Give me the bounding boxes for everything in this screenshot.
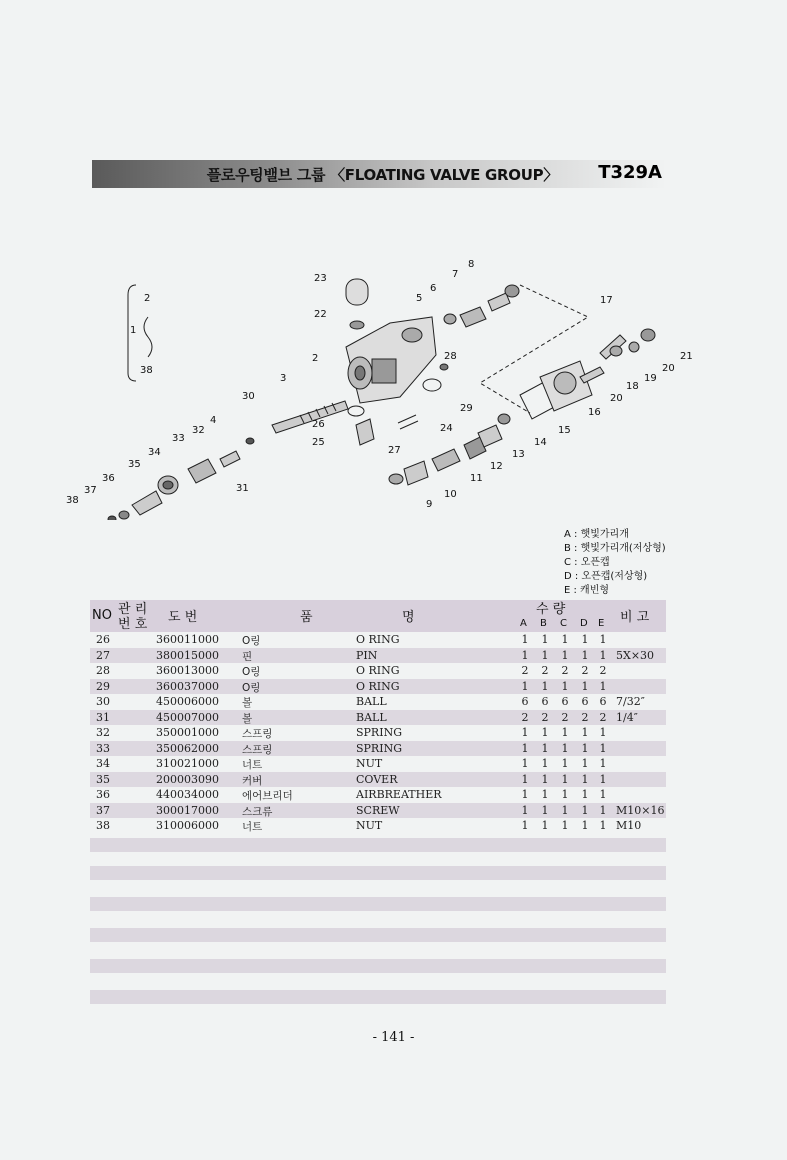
header-no: NO xyxy=(92,608,112,623)
qty-e: 1 xyxy=(599,803,607,817)
callout-27: 27 xyxy=(388,445,401,456)
qty-a: 1 xyxy=(521,741,529,755)
legend-item: A : 햇빛가리개 xyxy=(564,529,629,540)
qty-a: 1 xyxy=(521,633,529,646)
table-row xyxy=(90,679,666,695)
parts-table-body xyxy=(90,632,666,834)
callout-32: 32 xyxy=(192,425,205,436)
header-remark: 비 고 xyxy=(620,610,650,625)
callout-38: 38 xyxy=(66,495,79,506)
callout-9: 9 xyxy=(426,499,433,510)
part-no: 27 xyxy=(96,648,110,662)
qty-a: 2 xyxy=(521,710,529,724)
qty-c: 1 xyxy=(561,679,569,693)
qty-b: 1 xyxy=(541,633,549,646)
legend-item: B : 햇빛가리개(저상형) xyxy=(564,543,666,554)
part-name-en: SPRING xyxy=(356,741,402,755)
part-no: 31 xyxy=(96,710,110,724)
qty-c: 1 xyxy=(561,633,569,646)
header-qty-b: B xyxy=(540,618,547,629)
drawing-number: 380015000 xyxy=(156,648,219,662)
qty-b: 2 xyxy=(541,664,549,677)
callout-36: 36 xyxy=(102,473,115,484)
table-row xyxy=(90,803,666,819)
callout-28: 28 xyxy=(444,351,457,362)
qty-d: 1 xyxy=(581,772,589,786)
qty-b: 1 xyxy=(541,648,549,662)
qty-d: 1 xyxy=(581,741,589,755)
part-name-kr: 커버 xyxy=(242,774,263,787)
qty-d: 2 xyxy=(581,710,589,724)
empty-row xyxy=(90,866,666,880)
callout-35: 35 xyxy=(128,459,141,470)
table-row xyxy=(90,772,666,788)
part-no: 36 xyxy=(96,788,110,801)
qty-e: 1 xyxy=(599,788,607,801)
callout-19: 19 xyxy=(644,373,657,384)
table-row xyxy=(90,741,666,757)
section-title: 플로우팅밸브 그룹 〈FLOATING VALVE GROUP〉 xyxy=(206,166,558,184)
callout-16: 16 xyxy=(588,407,601,418)
callout-20b: 20 xyxy=(662,363,675,374)
part-no: 32 xyxy=(96,726,110,739)
qty-e: 2 xyxy=(599,710,607,724)
exploded-parts-diagram xyxy=(60,255,700,520)
qty-d: 1 xyxy=(581,819,589,832)
qty-e: 6 xyxy=(599,695,607,708)
remark: M10×16 xyxy=(616,803,665,817)
part-no: 38 xyxy=(96,819,110,832)
callout-22: 22 xyxy=(314,309,327,320)
header-drawing-no: 도 번 xyxy=(168,610,198,625)
callout-25: 25 xyxy=(312,437,325,448)
part-name-kr: O링 xyxy=(242,635,261,647)
drawing-number: 360037000 xyxy=(156,679,219,693)
callout-24: 24 xyxy=(440,423,453,434)
part-name-kr: 너트 xyxy=(242,821,263,833)
qty-c: 1 xyxy=(561,648,569,662)
part-no: 33 xyxy=(96,741,110,755)
part-name-kr: 볼 xyxy=(242,697,253,709)
group-code: T329A xyxy=(598,162,662,183)
table-row xyxy=(90,648,666,664)
qty-e: 1 xyxy=(599,757,607,770)
qty-d: 2 xyxy=(581,664,589,677)
table-row xyxy=(90,663,666,679)
callout-30: 30 xyxy=(242,391,255,402)
qty-d: 1 xyxy=(581,679,589,693)
callout-26: 26 xyxy=(312,419,325,430)
callout-4: 4 xyxy=(210,415,217,426)
qty-a: 1 xyxy=(521,819,529,832)
part-name-kr: 스크류 xyxy=(242,805,273,818)
part-name-en: PIN xyxy=(356,648,378,662)
legend-item: E : 캐빈형 xyxy=(564,585,610,596)
callout-37: 37 xyxy=(84,485,97,496)
qty-b: 1 xyxy=(541,741,549,755)
header-qty-a: A xyxy=(520,618,527,629)
callout-bracket-bottom: 38 xyxy=(140,365,153,376)
qty-c: 1 xyxy=(561,726,569,739)
callout-31: 31 xyxy=(236,483,249,494)
table-header xyxy=(90,600,666,632)
part-name-en: BALL xyxy=(356,695,387,708)
legend-item: C : 오픈캡 xyxy=(564,557,610,568)
empty-row xyxy=(90,897,666,911)
callout-15: 15 xyxy=(558,425,571,436)
qty-d: 1 xyxy=(581,757,589,770)
qty-c: 1 xyxy=(561,741,569,755)
part-name-en: SCREW xyxy=(356,803,400,817)
part-name-en: O RING xyxy=(356,633,400,646)
callout-23: 23 xyxy=(314,273,327,284)
table-row xyxy=(90,710,666,726)
qty-a: 1 xyxy=(521,726,529,739)
page-number: - 141 - xyxy=(372,1030,415,1045)
qty-e: 1 xyxy=(599,772,607,786)
callout-20a: 20 xyxy=(610,393,623,404)
callout-11: 11 xyxy=(470,473,483,484)
header-qty: 수 량 xyxy=(536,602,566,617)
part-name-kr: 에어브리더 xyxy=(242,790,293,802)
qty-e: 1 xyxy=(599,633,607,646)
qty-c: 2 xyxy=(561,710,569,724)
header-qty-d: D xyxy=(580,618,588,629)
table-row xyxy=(90,694,666,710)
qty-a: 1 xyxy=(521,648,529,662)
empty-row xyxy=(90,990,666,1004)
part-name-en: NUT xyxy=(356,757,383,770)
header-mgmt-bottom: 번 호 xyxy=(118,617,148,632)
qty-b: 1 xyxy=(541,772,549,786)
callout-3: 3 xyxy=(280,373,287,384)
part-name-en: O RING xyxy=(356,679,400,693)
drawing-number: 200003090 xyxy=(156,772,219,786)
qty-e: 1 xyxy=(599,726,607,739)
drawing-number: 350062000 xyxy=(156,741,219,755)
part-name-en: BALL xyxy=(356,710,387,724)
header-mgmt-top: 관 리 xyxy=(118,602,148,617)
remark: 1/4″ xyxy=(616,710,638,724)
empty-row xyxy=(90,838,666,852)
part-name-kr: 스프링 xyxy=(242,728,273,740)
table-row xyxy=(90,756,666,772)
qty-d: 1 xyxy=(581,803,589,817)
remark: 5X×30 xyxy=(616,648,655,662)
callout-34: 34 xyxy=(148,447,161,458)
part-name-kr: 너트 xyxy=(242,759,263,771)
drawing-number: 300017000 xyxy=(156,803,219,817)
qty-b: 1 xyxy=(541,679,549,693)
part-name-kr: O링 xyxy=(242,666,261,678)
qty-a: 1 xyxy=(521,788,529,801)
qty-a: 1 xyxy=(521,772,529,786)
legend-item: D : 오픈캡(저상형) xyxy=(564,571,648,582)
drawing-number: 440034000 xyxy=(156,788,219,801)
part-no: 37 xyxy=(96,803,110,817)
qty-b: 1 xyxy=(541,757,549,770)
callout-29: 29 xyxy=(460,403,473,414)
remark: M10 xyxy=(616,819,642,832)
header-qty-e: E xyxy=(598,618,605,629)
part-no: 29 xyxy=(96,679,110,693)
part-name-kr: 스프링 xyxy=(242,743,273,756)
table-row xyxy=(90,632,666,648)
empty-row xyxy=(90,959,666,973)
qty-a: 6 xyxy=(521,695,529,708)
empty-row xyxy=(90,928,666,942)
part-no: 34 xyxy=(96,757,110,770)
qty-d: 1 xyxy=(581,633,589,646)
part-name-en: NUT xyxy=(356,819,383,832)
part-name-en: O RING xyxy=(356,664,400,677)
callout-14: 14 xyxy=(534,437,547,448)
section-title-bar xyxy=(92,160,666,188)
callout-2: 2 xyxy=(312,353,319,364)
drawing-number: 450007000 xyxy=(156,710,219,724)
qty-b: 1 xyxy=(541,803,549,817)
qty-b: 1 xyxy=(541,819,549,832)
callout-21: 21 xyxy=(680,351,693,362)
qty-d: 1 xyxy=(581,788,589,801)
qty-b: 2 xyxy=(541,710,549,724)
part-name-en: AIRBREATHER xyxy=(356,788,442,801)
qty-c: 2 xyxy=(561,664,569,677)
callout-6: 6 xyxy=(430,283,437,294)
table-row xyxy=(90,725,666,741)
qty-a: 1 xyxy=(521,803,529,817)
table-row xyxy=(90,818,666,834)
qty-b: 1 xyxy=(541,788,549,801)
qty-a: 2 xyxy=(521,664,529,677)
header-name-a: 품 xyxy=(300,610,313,625)
callout-10: 10 xyxy=(444,489,457,500)
callout-8: 8 xyxy=(468,259,475,270)
qty-c: 1 xyxy=(561,772,569,786)
qty-a: 1 xyxy=(521,679,529,693)
drawing-number: 310021000 xyxy=(156,757,219,770)
remark: 7/32″ xyxy=(616,695,645,708)
qty-e: 2 xyxy=(599,664,607,677)
header-name-b: 명 xyxy=(402,610,415,625)
callout-33: 33 xyxy=(172,433,185,444)
drawing-number: 310006000 xyxy=(156,819,219,832)
part-name-kr: 볼 xyxy=(242,712,253,725)
qty-c: 1 xyxy=(561,757,569,770)
qty-d: 1 xyxy=(581,726,589,739)
qty-e: 1 xyxy=(599,741,607,755)
callout-bracket-top: 2 xyxy=(144,293,151,304)
table-row xyxy=(90,787,666,803)
part-name-en: SPRING xyxy=(356,726,402,739)
part-name-en: COVER xyxy=(356,772,398,786)
qty-e: 1 xyxy=(599,819,607,832)
qty-e: 1 xyxy=(599,648,607,662)
callout-18: 18 xyxy=(626,381,639,392)
qty-c: 1 xyxy=(561,803,569,817)
qty-b: 1 xyxy=(541,726,549,739)
callout-17: 17 xyxy=(600,295,613,306)
qty-a: 1 xyxy=(521,757,529,770)
part-name-kr: 핀 xyxy=(242,650,253,663)
part-no: 28 xyxy=(96,664,110,677)
part-no: 35 xyxy=(96,772,110,786)
callout-12: 12 xyxy=(490,461,503,472)
header-qty-c: C xyxy=(560,618,567,629)
qty-b: 6 xyxy=(541,695,549,708)
qty-c: 1 xyxy=(561,819,569,832)
drawing-number: 450006000 xyxy=(156,695,219,708)
qty-c: 6 xyxy=(561,695,569,708)
part-no: 30 xyxy=(96,695,110,708)
drawing-number: 360011000 xyxy=(156,633,219,646)
callout-5: 5 xyxy=(416,293,423,304)
callout-7: 7 xyxy=(452,269,459,280)
qty-d: 1 xyxy=(581,648,589,662)
qty-d: 6 xyxy=(581,695,589,708)
part-name-kr: O링 xyxy=(242,681,261,694)
drawing-number: 350001000 xyxy=(156,726,219,739)
callout-1: 1 xyxy=(130,325,137,336)
model-legend xyxy=(564,528,666,598)
part-no: 26 xyxy=(96,633,110,646)
qty-c: 1 xyxy=(561,788,569,801)
callout-13: 13 xyxy=(512,449,525,460)
drawing-number: 360013000 xyxy=(156,664,219,677)
qty-e: 1 xyxy=(599,679,607,693)
